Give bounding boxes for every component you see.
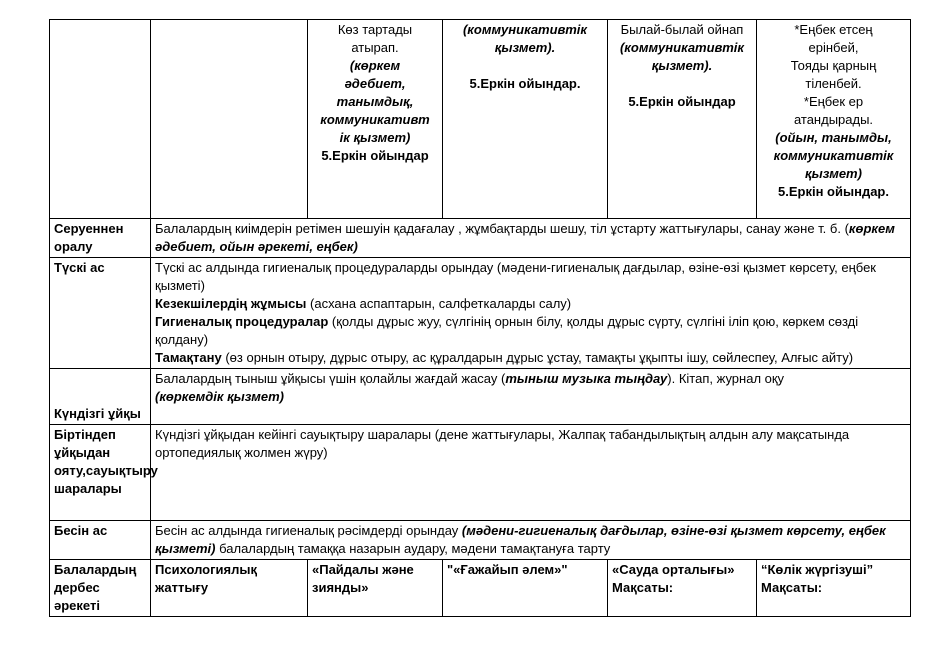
cell-emphasis: көркем әдебиет, ойын әрекеті, еңбек) (155, 221, 895, 254)
cell-text: Бесін ас алдында гигиеналық рәсімдерді орындау (155, 523, 462, 538)
activity-cell (757, 560, 911, 617)
cell-text: «Сауда орталығы» (612, 562, 735, 577)
cell-text: коммуникативтік (773, 148, 894, 163)
cell-text: 5.Еркін ойындар. (778, 184, 889, 199)
cell-text: атандырады. (793, 112, 874, 127)
cell-text: Тояды қарның (790, 58, 877, 73)
cell-emphasis: тыныш музыка тыңдау (505, 371, 668, 386)
cell-text: Түскі ас алдында гигиеналық процедураларды орындау (мәдени-гигиеналық дағдылар, өзіне-өзі қызмет көрсету, еңбек қызметі) (155, 260, 876, 293)
free-activity-row (50, 560, 911, 617)
cell-text: ік қызмет) (339, 130, 411, 145)
cell-text: *Еңбек етсең (794, 22, 873, 37)
cell-text: (өз орнын отыру, дұрыс отыру, ас құралдарын дұрыс ұстау, тамақты ұқыпты ішу, сөйлеспеу, Алғыс айту) (221, 350, 854, 365)
cell-text: тіленбей. (805, 76, 862, 91)
cell-text: Көз тартады (337, 22, 413, 37)
snack-row (50, 521, 911, 560)
cell-text: Балалардың тыныш ұйқысы үшін қолайлы жағдай жасау ( (155, 371, 506, 386)
lunch-row (50, 258, 911, 369)
snack-content (151, 521, 911, 560)
row-label: Балалардың дербес әрекеті (50, 560, 151, 617)
cell-text: ). Кітап, журнал оқу (667, 371, 785, 386)
cell-text: Балалардың киімдерін ретімен шешуін қадағалау , жұмбақтарды шешу, тіл ұстарту жаттығулары, санау және т. б. ( (155, 221, 849, 236)
activity-cell (757, 20, 911, 219)
empty-cell (50, 20, 151, 219)
cell-text: қызмет). (651, 58, 713, 73)
top-row (50, 20, 911, 219)
activity-cell: Психологиялық жаттығу (151, 560, 308, 617)
row-label: Түскі ас (50, 258, 151, 369)
cell-text: “Көлік жүргізуші” (761, 562, 874, 577)
cell-text: (қолды дұрыс жуу, сүлгінің орнын білу, қолды дұрыс сүрту, сүлгіні іліп қою, көркем сөзді қолдану) (155, 314, 859, 347)
cell-text: қызмет). (494, 40, 556, 55)
cell-text: коммуникативт (320, 112, 430, 127)
lunch-content (151, 258, 911, 369)
cell-text: Мақсаты: (761, 580, 823, 595)
cell-heading: Кезекшілердің жұмысы (155, 296, 307, 311)
activity-cell: «Пайдалы және зиянды» (308, 560, 443, 617)
cell-text: атырап. (351, 40, 399, 55)
activity-cell (608, 20, 757, 219)
empty-cell (151, 20, 308, 219)
cell-text: ерінбей, (808, 40, 859, 55)
cell-heading: Гигиеналық процедуралар (155, 314, 329, 329)
schedule-table (49, 19, 911, 617)
activity-cell (308, 20, 443, 219)
cell-text: танымдық, (336, 94, 414, 109)
cell-text: (коммуникативтік (462, 22, 588, 37)
walk-content (151, 219, 911, 258)
wake-row (50, 425, 911, 521)
row-label: Біртіндеп ұйқыдан ояту,сауықтыру шаралары (50, 425, 151, 521)
nap-row (50, 369, 911, 425)
cell-text: әдебиет, (344, 76, 406, 91)
cell-text: 5.Еркін ойындар. (469, 76, 581, 91)
cell-text: (ойын, танымды, (775, 130, 892, 145)
activity-cell (608, 560, 757, 617)
cell-text: 5.Еркін ойындар (321, 148, 429, 163)
cell-heading: Тамақтану (155, 350, 222, 365)
cell-text: Былай-былай ойнап (620, 22, 744, 37)
cell-text: *Еңбек ер (803, 94, 864, 109)
cell-text: (асхана аспаптарын, салфеткаларды салу) (306, 296, 572, 311)
cell-text: 5.Еркін ойындар (628, 94, 736, 109)
cell-text: (көркем (349, 58, 401, 73)
cell-emphasis: (мәдени-гигиеналық дағдылар, өзіне-өзі қызмет көрсету, еңбек қызметі) (155, 523, 886, 556)
cell-text: балалардың тамаққа назарын аудару, мәдени тамақтануға тарту (215, 541, 611, 556)
row-label: Күндізгі ұйқы (50, 369, 151, 425)
cell-text: Мақсаты: (612, 580, 674, 595)
row-label: Серуеннен оралу (50, 219, 151, 258)
row-label: Бесін ас (50, 521, 151, 560)
cell-text: қызмет) (805, 166, 862, 181)
activity-cell (443, 20, 608, 219)
wake-content: Күндізгі ұйқыдан кейінгі сауықтыру шаралары (дене жаттығулары, Жалпақ табандылықтың алдын алу мақсатында ортопедиялық жолмен жүру) (151, 425, 911, 521)
activity-cell: "«Ғажайып әлем»" (443, 560, 608, 617)
cell-emphasis: (көркемдік қызмет) (155, 389, 284, 404)
walk-row (50, 219, 911, 258)
nap-content (151, 369, 911, 425)
cell-text: (коммуникативтік (619, 40, 745, 55)
